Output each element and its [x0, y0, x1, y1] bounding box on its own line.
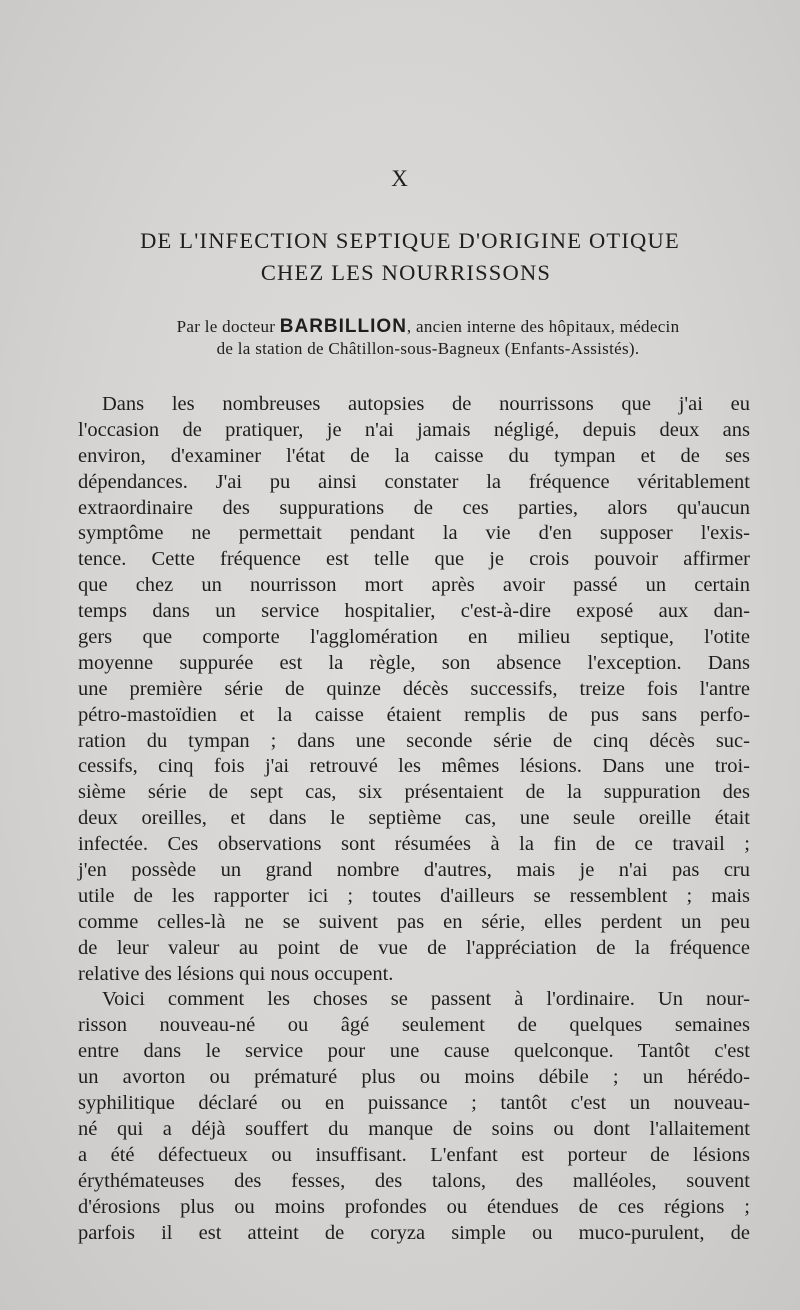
- text-line: de leur valeur au point de vue de l'appréciation de la fréquence: [78, 936, 750, 959]
- text-line: tence. Cette fréquence est telle que je crois pouvoir affirmer: [78, 548, 750, 571]
- text-line: que chez un nourrisson mort après avoir passé un certain: [78, 574, 750, 597]
- text-line: un avorton ou prématuré plus ou moins débile ; un hérédo-: [78, 1066, 750, 1089]
- text-line: né qui a déjà souffert du manque de soins ou dont l'allaitement: [78, 1117, 750, 1140]
- text-line: cessifs, cinq fois j'ai retrouvé les mêmes lésions. Dans une troi-: [78, 755, 750, 778]
- byline-prefix: Par le docteur: [176, 317, 280, 336]
- chapter-title-line-1: DE L'INFECTION SEPTIQUE D'ORIGINE OTIQUE: [140, 228, 680, 253]
- text-line: temps dans un service hospitalier, c'est-à-dire exposé aux dan-: [78, 600, 750, 623]
- text-line: j'en possède un grand nombre d'autres, mais je n'ai pas cru: [78, 859, 750, 882]
- text-line: entre dans le service pour une cause quelconque. Tantôt c'est: [78, 1040, 750, 1063]
- text-line: relative des lésions qui nous occupent.: [78, 962, 394, 985]
- text-line: extraordinaire des suppurations de ces parties, alors qu'aucun: [78, 496, 750, 519]
- body-text: [78, 392, 750, 1246]
- text-line: d'érosions plus ou moins profondes ou étendues de ces régions ;: [78, 1195, 750, 1218]
- text-line: risson nouveau-né ou âgé seulement de quelques semaines: [78, 1014, 750, 1037]
- text-line: comme celles-là ne se suivent pas en série, elles perdent un peu: [78, 910, 750, 933]
- text-line: utile de les rapporter ici ; toutes d'ailleurs se ressemblent ; mais: [78, 884, 750, 907]
- text-line: Dans les nombreuses autopsies de nourrissons que j'ai eu: [102, 393, 750, 415]
- byline: [70, 316, 786, 360]
- text-line: dépendances. J'ai pu ainsi constater la fréquence véritablement: [78, 470, 750, 493]
- text-line: l'occasion de pratiquer, je n'ai jamais négligé, depuis deux ans: [78, 418, 750, 441]
- text-line: infectée. Ces observations sont résumées à la fin de ce travail ;: [78, 833, 750, 856]
- text-line: deux oreilles, et dans le septième cas, une seule oreille était: [78, 807, 750, 830]
- text-line: moyenne suppurée est la règle, son absence l'exception. Dans: [78, 651, 750, 674]
- text-line: sième série de sept cas, six présentaient de la suppuration des: [78, 781, 750, 804]
- text-line: érythémateuses des fesses, des talons, des malléoles, souvent: [78, 1169, 750, 1192]
- text-line: parfois il est atteint de coryza simple ou muco-purulent, de: [78, 1221, 750, 1244]
- byline-affiliation-2: de la station de Châtillon-sous-Bagneux (Enfants-Assistés).: [216, 339, 640, 358]
- byline-affiliation-1: , ancien interne des hôpitaux, médecin: [406, 317, 680, 336]
- chapter-number: X: [391, 166, 409, 191]
- text-line: environ, d'examiner l'état de la caisse du tympan et de ses: [78, 444, 750, 467]
- text-line: pétro-mastoïdien et la caisse étaient remplis de pus sans perfo-: [78, 703, 750, 726]
- text-line: gers que comporte l'agglomération en milieu septique, l'otite: [78, 626, 750, 649]
- text-line: symptôme ne permettait pendant la vie d'en supposer l'exis-: [78, 522, 750, 545]
- text-line: Voici comment les choses se passent à l'ordinaire. Un nour-: [102, 988, 750, 1011]
- chapter-title-line-2: CHEZ LES NOURRISSONS: [260, 260, 552, 285]
- text-line: une première série de quinze décès successifs, treize fois l'antre: [78, 677, 750, 700]
- text-line: syphilitique déclaré ou en puissance ; tantôt c'est un nouveau-: [78, 1092, 750, 1115]
- text-line: a été défectueux ou insuffisant. L'enfant est porteur de lésions: [78, 1143, 750, 1166]
- author-name: BARBILLION: [279, 316, 407, 337]
- text-line: ration du tympan ; dans une seconde série de cinq décès suc-: [78, 729, 750, 752]
